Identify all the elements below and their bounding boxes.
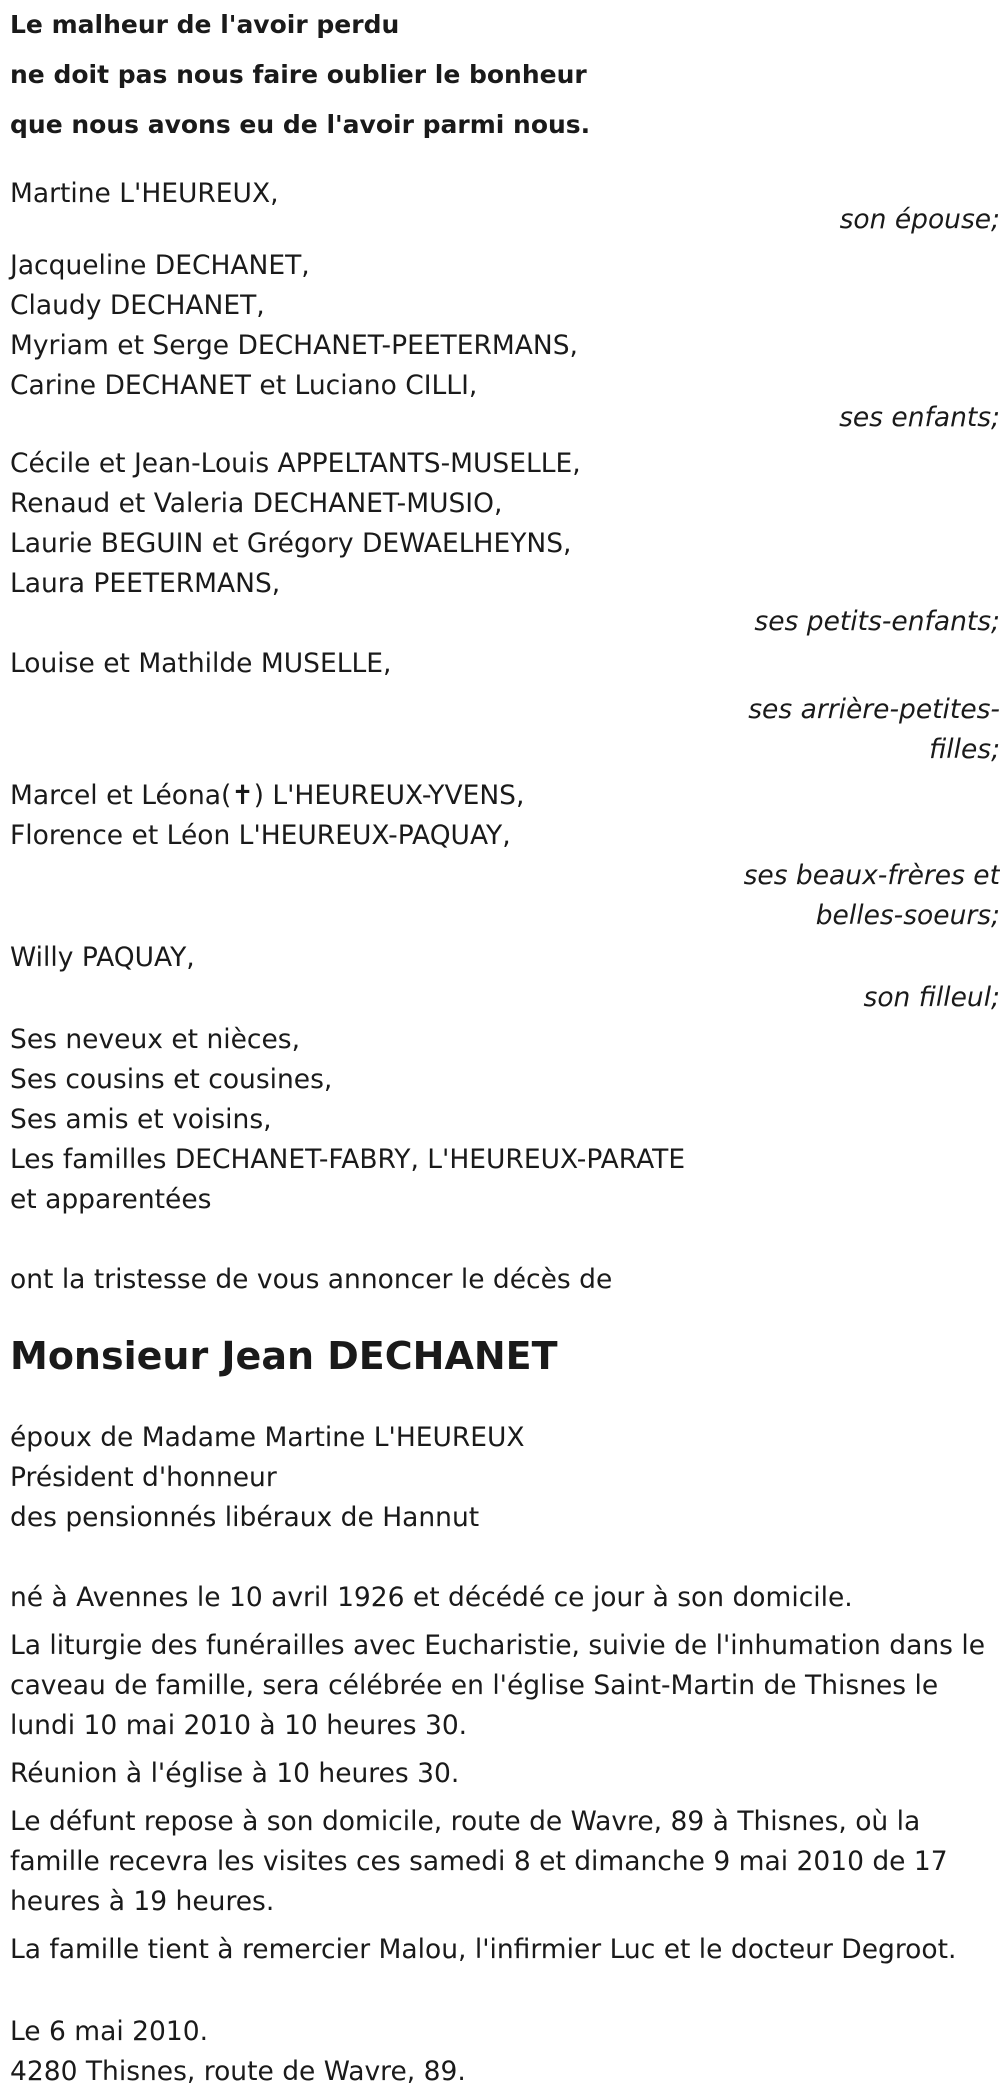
detail-line: époux de Madame Martine L'HEUREUX <box>10 1422 525 1453</box>
relation-text: filles; <box>929 734 1000 765</box>
family-name-line: Florence et Léon L'HEUREUX-PAQUAY, <box>10 820 511 851</box>
family-name-line: Ses cousins et cousines, <box>10 1064 333 1095</box>
relation-label <box>10 978 1000 1018</box>
relation-text: ses enfants; <box>839 402 1000 433</box>
thanks-paragraph: La famille tient à remercier Malou, l'infirmier Luc et le docteur Degroot. <box>10 1934 957 1965</box>
spouse-group <box>10 174 1000 240</box>
family-name-line: et apparentées <box>10 1184 212 1215</box>
godson-group <box>10 938 1000 1018</box>
family-name-line: Laurie BEGUIN et Grégory DEWAELHEYNS, <box>10 528 572 559</box>
relation-label <box>10 602 1000 642</box>
family-name-line: Les familles DECHANET-FABRY, L'HEUREUX-PARATE <box>10 1144 686 1175</box>
detail-line: des pensionnés libéraux de Hannut <box>10 1502 480 1533</box>
extended-family <box>10 1020 1000 1220</box>
motto <box>10 0 1000 150</box>
family-name-line: Myriam et Serge DECHANET-PEETERMANS, <box>10 330 578 361</box>
family-name-line: Ses amis et voisins, <box>10 1104 272 1135</box>
in-laws-group <box>10 776 1000 936</box>
motto-line: ne doit pas nous faire oublier le bonheur <box>10 60 587 89</box>
relation-text: ses arrière-petites- <box>748 694 1000 725</box>
children-group <box>10 246 1000 438</box>
relation-label <box>10 856 1000 936</box>
liturgy-paragraph: La liturgie des funérailles avec Eucharistie, suivie de l'inhumation dans le caveau de famille, sera célébrée en l'église Saint-Martin de Thisnes le lundi 10 mai 2010 à 10 heures 30. <box>10 1630 986 1741</box>
announcement: ont la tristesse de vous annoncer le décès de <box>10 1264 613 1295</box>
family-name-line: Claudy DECHANET, <box>10 290 265 321</box>
birth-paragraph: né à Avennes le 10 avril 1926 et décédé ce jour à son domicile. <box>10 1582 853 1613</box>
family-name-line: Louise et Mathilde MUSELLE, <box>10 648 392 679</box>
grandchildren-group <box>10 444 1000 642</box>
motto-line: que nous avons eu de l'avoir parmi nous. <box>10 110 591 139</box>
family-name-line: Ses neveux et nièces, <box>10 1024 301 1055</box>
relation-text: son épouse; <box>839 204 1000 235</box>
footer-date: Le 6 mai 2010. <box>10 2016 209 2047</box>
deceased-name: Monsieur Jean DECHANET <box>10 1334 558 1378</box>
relation-text: ses beaux-frères et <box>743 860 1000 891</box>
relation-text: belles-soeurs; <box>815 900 1000 931</box>
relation-text: ses petits-enfants; <box>754 606 1000 637</box>
relation-text: son filleul; <box>863 982 1000 1013</box>
family-name-line: Willy PAQUAY, <box>10 942 195 973</box>
family-name-line: Cécile et Jean-Louis APPELTANTS-MUSELLE, <box>10 448 581 479</box>
footer <box>10 2012 1000 2092</box>
meeting-paragraph: Réunion à l'église à 10 heures 30. <box>10 1758 460 1789</box>
great-grandchildren-group <box>10 644 1000 770</box>
family-name-line: Renaud et Valeria DECHANET-MUSIO, <box>10 488 503 519</box>
relation-label <box>10 690 1000 770</box>
motto-line: Le malheur de l'avoir perdu <box>10 10 400 39</box>
family-name-line: Jacqueline DECHANET, <box>10 250 310 281</box>
family-name-line: Laura PEETERMANS, <box>10 568 281 599</box>
rest-paragraph: Le défunt repose à son domicile, route de Wavre, 89 à Thisnes, où la famille recevra les visites ces samedi 8 et dimanche 9 mai 2010 de 17 heures à 19 heures. <box>10 1806 948 1917</box>
footer-address: 4280 Thisnes, route de Wavre, 89. <box>10 2056 466 2087</box>
family-name-line: Martine L'HEUREUX, <box>10 178 279 209</box>
family-name-line: Marcel et Léona(✝) L'HEUREUX-YVENS, <box>10 780 525 811</box>
family-name-line: Carine DECHANET et Luciano CILLI, <box>10 370 478 401</box>
deceased-details <box>10 1418 1000 1538</box>
detail-line: Président d'honneur <box>10 1462 277 1493</box>
